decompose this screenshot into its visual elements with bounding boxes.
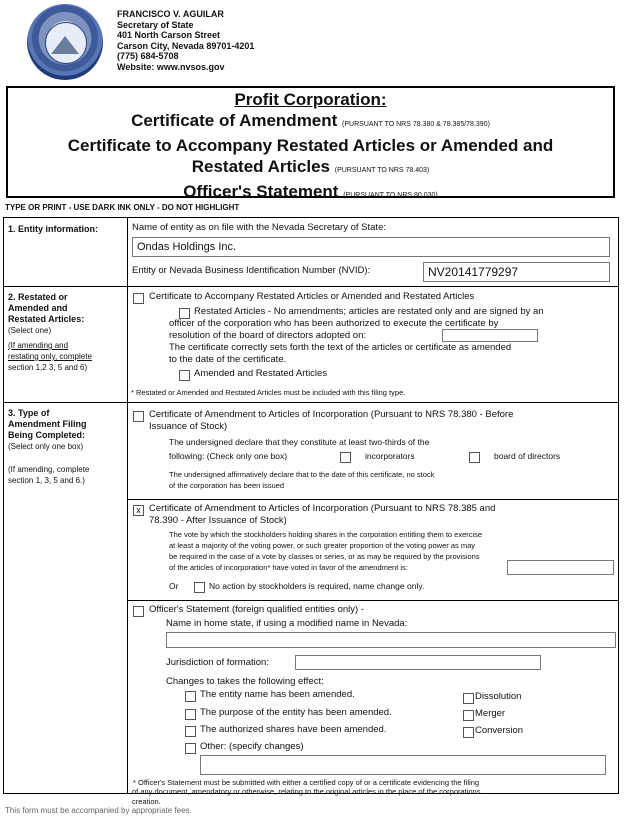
vote-text-1: The vote by which the stockholders holding shares in the corporation entitling them to exercise — [169, 530, 483, 539]
title-line-1: Certificate of Amendment (PURSUANT TO NRS 78.380 & 78.385/78.390) — [131, 111, 490, 130]
page-footer: This form must be accompanied by appropriate fees. — [5, 806, 192, 815]
accompany-checkbox[interactable] — [133, 293, 144, 304]
merger-label: Merger — [475, 708, 506, 719]
before-issuance-title-2: Issuance of Stock) — [149, 421, 228, 432]
conversion-checkbox[interactable] — [463, 727, 474, 738]
officers-footnote: * Officer's Statement must be submitted with either a certified copy of or a certificate evidencing the filing — [133, 778, 480, 787]
nevada-state-seal — [27, 4, 103, 80]
entity-name-prompt: Name of entity as on file with the Nevada Secretary of State: — [132, 222, 386, 233]
ink-instructions: TYPE OR PRINT - USE DARK INK ONLY - DO NOT HIGHLIGHT — [5, 203, 240, 212]
nvid-field[interactable]: NV20141779297 — [423, 262, 610, 282]
vote-text-4: of the articles of incorporation* have voted in favor of the amendment is: — [169, 563, 408, 572]
home-state-name-prompt: Name in home state, if using a modified name in Nevada: — [166, 618, 408, 629]
after-issuance-checkbox[interactable]: x — [133, 505, 144, 516]
address-line-2: Carson City, Nevada 89701-4201 — [117, 40, 255, 51]
two-thirds-text-1: The undersigned declare that they constitute at least two-thirds of the — [169, 437, 430, 447]
purpose-amended-checkbox[interactable] — [185, 709, 196, 720]
jurisdiction-field[interactable] — [295, 655, 541, 670]
dissolution-label: Dissolution — [475, 691, 522, 702]
amended-restated-checkbox[interactable] — [179, 370, 190, 381]
accompany-option: Certificate to Accompany Restated Articles or Amended and Restated Articles — [149, 291, 475, 302]
section-2-label: 2. Restated or Amended and Restated Articles: (Select one) (If amending and restating only, complete section 1,2 3, 5 and 6) — [8, 292, 92, 372]
conversion-label: Conversion — [475, 725, 524, 736]
changes-label: Changes to takes the following effect: — [166, 676, 324, 687]
after-issuance-title-1: Certificate of Amendment to Articles of Incorporation (Pursuant to NRS 78.385 and — [149, 503, 496, 514]
name-amended-checkbox[interactable] — [185, 691, 196, 702]
shares-amended-label: The authorized shares have been amended. — [200, 724, 387, 735]
form-grid — [3, 217, 619, 794]
incorporators-checkbox[interactable] — [340, 452, 351, 463]
section-1-label: 1. Entity information: — [8, 224, 98, 234]
board-label: board of directors — [494, 451, 561, 461]
incorporators-label: incorporators — [365, 451, 415, 461]
no-stock-text-2: of the corporation has been issued — [169, 481, 285, 490]
name-amended-label: The entity name has been amended. — [200, 689, 355, 700]
title-line-4: Officer's Statement (PURSUANT TO NRS 80.030) — [183, 182, 438, 201]
shares-amended-checkbox[interactable] — [185, 726, 196, 737]
restated-option-line-3: resolution of the board of directors adopted on: — [169, 330, 366, 341]
restated-option-line-4: The certificate correctly sets forth the text of the articles or certificate as amended — [169, 342, 512, 353]
title-box — [6, 86, 615, 201]
before-issuance-title-1: Certificate of Amendment to Articles of Incorporation (Pursuant to NRS 78.380 - Before — [149, 409, 514, 420]
no-action-label: No action by stockholders is required, name change only. — [209, 581, 425, 591]
merger-checkbox[interactable] — [463, 710, 474, 721]
officers-statement-title: Officer's Statement (foreign qualified entities only) - — [149, 604, 364, 615]
other-changes-checkbox[interactable] — [185, 743, 196, 754]
secretary-name: FRANCISCO V. AGUILAR — [117, 9, 224, 19]
entity-name-field[interactable]: Ondas Holdings Inc. — [132, 237, 610, 257]
restated-option-line-2: officer of the corporation who has been authorized to execute the certificate by — [169, 318, 499, 329]
other-changes-field[interactable] — [200, 755, 606, 775]
before-issuance-checkbox[interactable] — [133, 411, 144, 422]
officers-statement-checkbox[interactable] — [133, 606, 144, 617]
restated-option-line-5: to the date of the certificate. — [169, 354, 287, 365]
home-state-name-field[interactable] — [166, 632, 616, 648]
restated-footnote: * Restated or Amended and Restated Articles must be included with this filing type. — [131, 388, 406, 397]
other-changes-label: Other: (specify changes) — [200, 741, 304, 752]
two-thirds-text-2: following: (Check only one box) — [169, 451, 288, 461]
secretary-title: Secretary of State — [117, 19, 194, 30]
jurisdiction-label: Jurisdiction of formation: — [166, 657, 269, 668]
resolution-date-field[interactable] — [442, 329, 538, 342]
office-block — [117, 9, 254, 73]
restated-option-line-1: Restated Articles - No amendments; articles are restated only and are signed by an — [194, 306, 544, 317]
no-action-checkbox[interactable] — [194, 582, 205, 593]
phone: (775) 684-5708 — [117, 51, 179, 62]
nvid-prompt: Entity or Nevada Business Identification Number (NVID): — [132, 265, 371, 276]
no-stock-text-1: The undersigned affirmatively declare that to the date of this certificate, no stock — [169, 470, 435, 479]
vote-text-2: at least a majority of the voting power, or such greater proportion of the voting power as may — [169, 541, 475, 550]
vote-text-3: be required in the case of a vote by classes or series, or as may be required by the provisions — [169, 552, 480, 561]
form-heading: Profit Corporation: — [234, 90, 387, 109]
address-line-1: 401 North Carson Street — [117, 30, 221, 41]
amended-restated-option: Amended and Restated Articles — [194, 368, 328, 379]
after-issuance-title-2: 78.390 - After Issuance of Stock) — [149, 515, 287, 526]
dissolution-checkbox[interactable] — [463, 693, 474, 704]
website: Website: www.nvsos.gov — [117, 61, 225, 72]
purpose-amended-label: The purpose of the entity has been amended. — [200, 707, 392, 718]
officers-footnote-cont: of any document, amendatory or otherwise, relating to the original articles in the place of the corporations creation. — [132, 787, 481, 806]
title-line-3: Restated Articles (PURSUANT TO NRS 78.403) — [191, 157, 430, 176]
or-label: Or — [169, 581, 179, 591]
board-checkbox[interactable] — [469, 452, 480, 463]
section-3-label: 3. Type of Amendment Filing Being Completed: (Select only one box) (If amending, complete section 1, 3, 5 and 6.) — [8, 408, 90, 485]
seal-mountain-icon — [51, 36, 79, 54]
title-line-2: Certificate to Accompany Restated Articles or Amended and — [67, 136, 554, 155]
vote-percentage-field[interactable] — [507, 560, 614, 575]
